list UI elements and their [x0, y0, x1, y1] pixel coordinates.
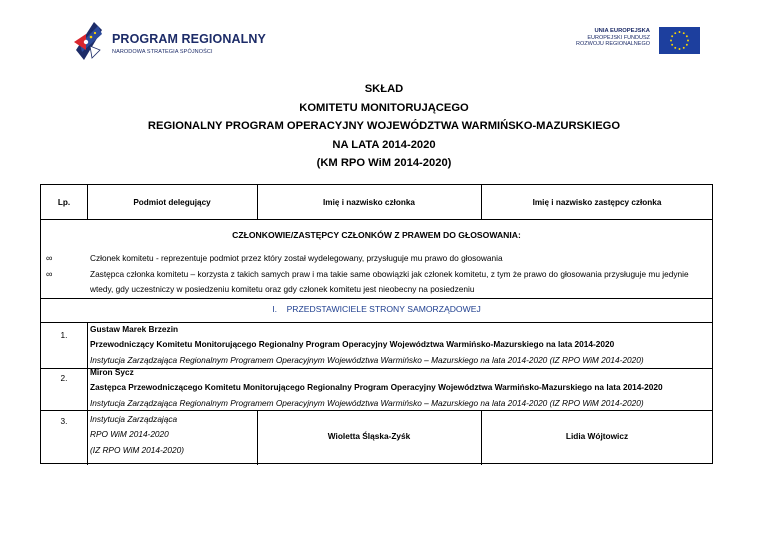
eu-line-2: EUROPEJSKI FUNDUSZ	[587, 34, 650, 41]
bullet-icon: ∞	[46, 269, 53, 279]
eu-star-icon	[679, 48, 681, 50]
eu-line-3: ROZWOJU REGIONALNEGO	[576, 41, 650, 48]
eu-star-icon	[671, 35, 673, 37]
eu-star-icon	[686, 44, 688, 46]
eu-line-1: UNIA EUROPEJSKA	[594, 28, 650, 34]
section-number: I.	[272, 304, 278, 314]
table-rule	[87, 322, 88, 465]
member-name: Miron Sycz	[90, 367, 134, 377]
member-institution: Instytucja Zarządzająca Regionalnym Programem Operacyjnym Województwa Warmińsko – Mazurskiego na lata 2014-2020 (IZ RPO WiM 2014-2020)	[90, 397, 644, 408]
eu-flag-icon	[659, 27, 700, 54]
title-line: KOMITETU MONITORUJĄCEGO	[299, 101, 469, 114]
eu-logo-text	[576, 28, 650, 48]
voting-heading: CZŁONKOWIE/ZASTĘPCY CZŁONKÓW Z PRAWEM DO GŁOSOWANIA:	[232, 230, 521, 240]
eu-star-icon	[671, 44, 673, 46]
title-line: SKŁAD	[364, 83, 404, 95]
eu-star-icon	[679, 31, 681, 33]
member-name: Wioletta Śląska-Zyśk	[327, 431, 411, 441]
member-role: Zastępca Przewodniczącego Komitetu Monitorującego Regionalny Program Operacyjny Województwa Warmińsko-Mazurskiego na lata 2014-2020	[90, 382, 663, 393]
title-line: NA LATA 2014-2020	[332, 138, 436, 151]
row-number: 1.	[60, 330, 68, 340]
document-title	[0, 80, 768, 173]
committee-table	[40, 184, 713, 464]
table-row	[90, 365, 706, 411]
delegating-institution	[90, 412, 260, 458]
header-deputy: Imię i nazwisko zastępcy członka	[532, 197, 662, 207]
bullet-text: Członek komitetu - reprezentuje podmiot przez który został wydelegowany, przysługuje mu prawo do głosowania	[90, 253, 503, 263]
delegating-line: Instytucja Zarządzająca	[90, 414, 178, 424]
program-regionalny-logo	[72, 20, 266, 64]
bullet-text: Zastępca członka komitetu – korzysta z takich samych praw i ma takie same obowiązki jak członek komitetu, z tym że prawo do głosowania przysługuje mu jedynie wtedy, gdy uczestniczy w posiedzeniu komitetu oraz gdy członek komitetu jest nieobecny na posiedzeniu	[90, 269, 689, 294]
program-regionalny-emblem-icon	[72, 20, 108, 64]
section-heading	[41, 304, 712, 314]
table-row	[90, 322, 706, 368]
eu-logo	[576, 27, 700, 57]
title-line: REGIONALNY PROGRAM OPERACYJNY WOJEWÓDZTWA WARMIŃSKO-MAZURSKIEGO	[147, 120, 621, 133]
member-role: Przewodniczący Komitetu Monitorującego Regionalny Program Operacyjny Województwa Warmińsko-Mazurskiego na lata 2014-2020	[90, 339, 615, 350]
eu-star-icon	[687, 40, 689, 42]
eu-star-icon	[674, 47, 676, 49]
delegating-line: RPO WiM 2014-2020	[90, 429, 169, 440]
eu-star-icon	[686, 35, 688, 37]
header-member: Imię i nazwisko członka	[323, 197, 415, 207]
bullet-icon: ∞	[46, 253, 53, 263]
eu-star-icon	[670, 40, 672, 42]
eu-star-icon	[683, 47, 685, 49]
program-logo-title: PROGRAM REGIONALNY	[112, 32, 266, 46]
delegating-line: (IZ RPO WiM 2014-2020)	[90, 444, 184, 455]
row-number: 2.	[60, 373, 68, 383]
eu-star-icon	[683, 32, 685, 34]
member-name: Gustaw Marek Brzezin	[90, 324, 179, 334]
title-line: (KM RPO WiM 2014-2020)	[316, 157, 452, 170]
header-delegating: Podmiot delegujący	[133, 197, 211, 207]
program-logo-subtitle: NARODOWA STRATEGIA SPÓJNOŚCI	[112, 49, 213, 55]
eu-star-icon	[674, 32, 676, 34]
deputy-name: Lidia Wójtowicz	[565, 431, 629, 441]
table-rule	[41, 219, 712, 220]
header-lp: Lp.	[57, 197, 71, 207]
table-rule	[41, 298, 712, 299]
member-institution: Instytucja Zarządzająca Regionalnym Programem Operacyjnym Województwa Warmińsko – Mazurskiego na lata 2014-2020 (IZ RPO WiM 2014-2020)	[90, 354, 644, 365]
row-number: 3.	[60, 416, 68, 426]
section-title: PRZEDSTAWICIELE STRONY SAMORZĄDOWEJ	[286, 304, 481, 314]
